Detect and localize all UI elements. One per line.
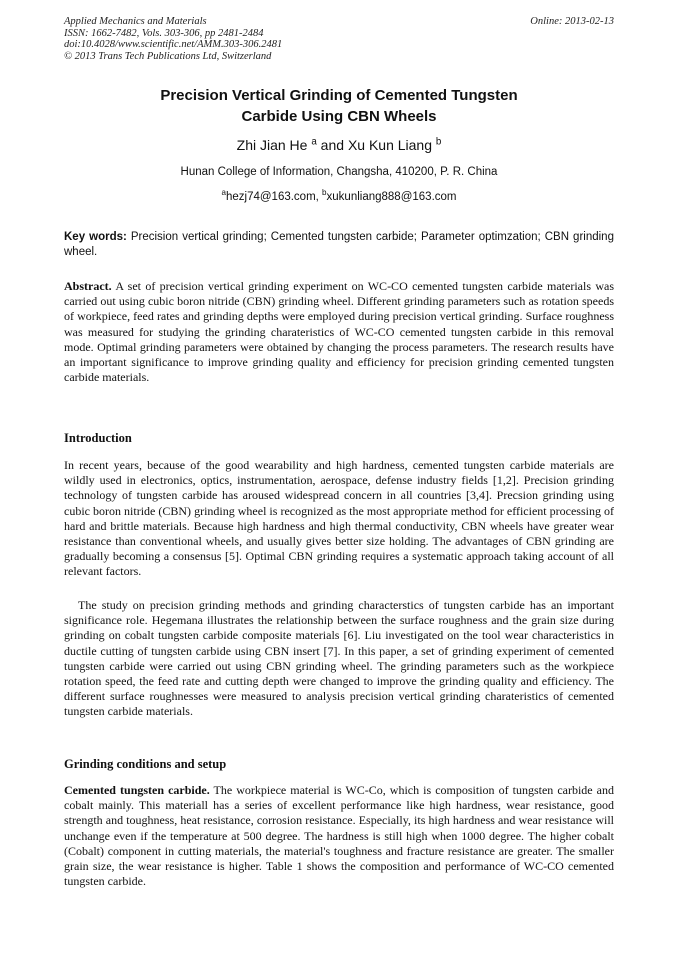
email-a-mark: a xyxy=(221,188,226,198)
title-line-1: Precision Vertical Grinding of Cemented Tungsten xyxy=(160,87,518,104)
keywords xyxy=(64,230,614,259)
author-line xyxy=(64,136,614,154)
author-conjunction: and xyxy=(316,137,348,153)
keywords-label: Key words: xyxy=(64,231,127,243)
affiliation: Hunan College of Information, Changsha, 410200, P. R. China xyxy=(180,166,498,178)
introduction-heading: Introduction xyxy=(64,431,132,445)
material-subheading: Cemented tungsten carbide. xyxy=(64,783,210,797)
abstract-text: A set of precision vertical grinding experiment on WC-CO cemented tungsten carbide materials was carried out using cubic boron nitride (CBN) grinding wheel. Different grinding parameters such as rotation speeds of workpiece, feed rates and grinding depths were employed during precision vertical grinding. Surface roughness was measured for studying the grinding charateristics of WC-CO cemented tungsten carbide in this removal mode. Optimal grinding parameters were obtained by changing the process parameters. The research results have an important significance to improve grinding quality and efficiency for precision grinding cemented tungsten carbide materials. xyxy=(64,279,614,385)
keywords-text: Precision vertical grinding; Cemented tungsten carbide; Parameter optimzation; CBN grinding wheel. xyxy=(64,231,614,258)
title-line-2: Carbide Using CBN Wheels xyxy=(241,108,437,125)
material-text: The workpiece material is WC-Co, which is composition of tungsten carbide and cobalt mainly. This materiall has a series of excellent performance like high hardness, wear resistance, good strength and toughness, heat resistance, corrosion resistance. Especially, its high hardness and wear resistance will unchange even if the temperature at 500 degree. The hardness is still high when 1000 degree. The higher cobalt (Cobalt) component in cutting materials, the material's toughness and fracture resistance are greater. The smaller grain size, the wear resistance is higher. Table 1 shows the composition and performance of WC-CO cemented tungsten carbide. xyxy=(64,783,614,889)
email-b: xukunliang888@163.com xyxy=(326,191,457,203)
author-emails xyxy=(64,190,614,204)
journal-name: Applied Mechanics and Materials xyxy=(64,16,207,27)
abstract xyxy=(64,279,614,385)
author-2-affil-mark: b xyxy=(435,136,442,148)
email-a: hezj74@163.com, xyxy=(225,191,323,203)
author-1-affil-mark: a xyxy=(311,136,317,148)
grinding-conditions-paragraph xyxy=(64,783,614,889)
copyright-line: © 2013 Trans Tech Publications Ltd, Switzerland xyxy=(64,50,272,62)
issn-line: ISSN: 1662-7482, Vols. 303-306, pp 2481-2484 xyxy=(64,27,264,39)
author-1: Zhi Jian He xyxy=(236,137,308,153)
introduction-paragraph-1: In recent years, because of the good wearability and high hardness, cemented tungsten carbide materials are wildly used in electronics, optics, instrumentation, aerospace, defense industry fields [1,2]. Precision grinding technology of tungsten carbide has aroused widespread concern in all countries [3,4]. Precsion grinding using cubic boron nitride (CBN) grinding wheel is recognized as the most appropriate method for efficient processing of hard and brittle materials. Because high hardness and high thermal conductivity, CBN wheels have greater wear resistance than conventional wheels, and usually gives better size holding. The advantages of CBN grinding are gradually becoming a consensus [5]. Optimal CBN grinding requires a systematic approach taking account of all relevant factors. xyxy=(64,458,614,579)
paper-title xyxy=(64,85,614,127)
journal-header xyxy=(64,16,614,62)
doi-line: doi:10.4028/www.scientific.net/AMM.303-306.2481 xyxy=(64,39,283,50)
online-date: Online: 2013-02-13 xyxy=(530,16,614,27)
grinding-conditions-heading: Grinding conditions and setup xyxy=(64,757,227,771)
author-2: Xu Kun Liang xyxy=(347,137,433,153)
introduction-paragraph-2: The study on precision grinding methods and grinding characterstics of tungsten carbide has an important significance role. Hegemana illustrates the relationship between the surface roughness and the grain size during grinding on cobalt tungsten carbide composite materials [6]. Liu investigated on the tool wear characteristics in ductile cutting of tungsten carbide using CBN insert [7]. In this paper, a set of grinding experiment of cemented tungsten carbide were carried out using CBN grinding wheel. The grinding parameters such as the workpiece rotation speed, the feed rate and cutting depth were changed to improve the grinding quality and efficiency. The different surface roughnesses were measured to analysis precision vertical grinding charateristics of cemented tungsten carbide materials. xyxy=(64,598,614,719)
abstract-label: Abstract. xyxy=(64,279,112,293)
email-b-mark: b xyxy=(322,188,327,198)
